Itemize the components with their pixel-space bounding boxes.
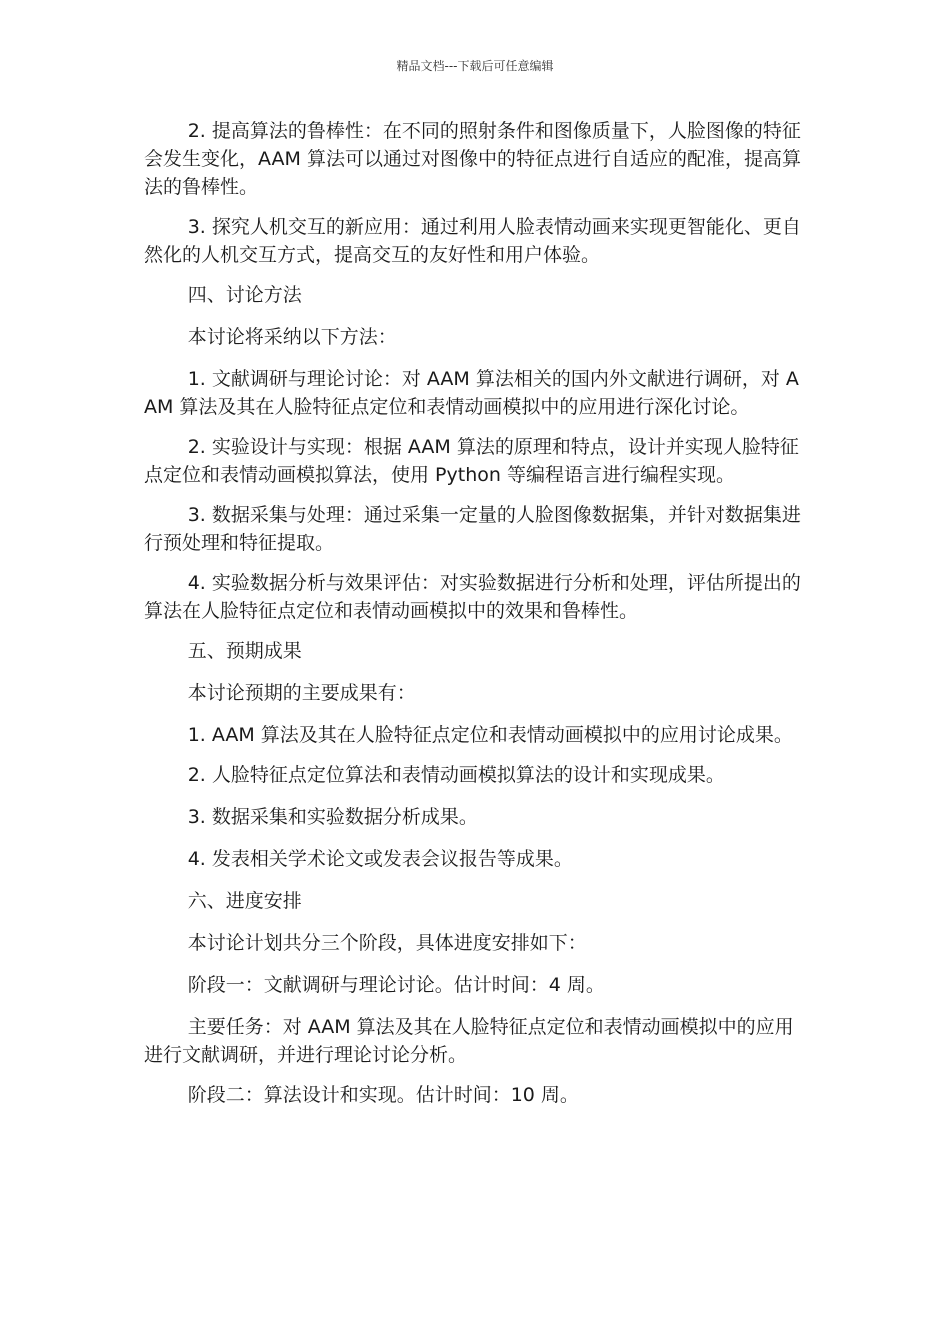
paragraph-method-2: 2. 实验设计与实现：根据 AAM 算法的原理和特点，设计并实现人脸特征点定位和表情动画模拟算法，使用 Python 等编程语言进行编程实现。 xyxy=(144,436,799,486)
paragraph-methods-intro: 本讨论将采纳以下方法： xyxy=(187,326,397,348)
paragraph-stage-1: 阶段一：文献调研与理论讨论。估计时间：4 周。 xyxy=(187,974,605,996)
paragraph-hci: 3. 探究人机交互的新应用：通过利用人脸表情动画来实现更智能化、更自然化的人机交互方式，提高交互的友好性和用户体验。 xyxy=(144,216,801,266)
paragraph-schedule-intro: 本讨论计划共分三个阶段，具体进度安排如下： xyxy=(187,932,587,954)
paragraph-outcome-3: 3. 数据采集和实验数据分析成果。 xyxy=(187,806,478,828)
paragraph-method-1: 1. 文献调研与理论讨论：对 AAM 算法相关的国内外文献进行调研，对 AAM 算法及其在人脸特征点定位和表情动画模拟中的应用进行深化讨论。 xyxy=(144,368,799,418)
section-heading-methods: 四、讨论方法 xyxy=(187,284,302,306)
paragraph-outcome-1: 1. AAM 算法及其在人脸特征点定位和表情动画模拟中的应用讨论成果。 xyxy=(187,724,793,746)
paragraph-robustness: 2. 提高算法的鲁棒性：在不同的照射条件和图像质量下，人脸图像的特征会发生变化，AAM 算法可以通过对图像中的特征点进行自适应的配准，提高算法的鲁棒性。 xyxy=(144,120,801,198)
paragraph-method-3: 3. 数据采集与处理：通过采集一定量的人脸图像数据集，并针对数据集进行预处理和特征提取。 xyxy=(144,504,801,554)
paragraph-stage-1-tasks: 主要任务：对 AAM 算法及其在人脸特征点定位和表情动画模拟中的应用进行文献调研，并进行理论讨论分析。 xyxy=(144,1016,794,1066)
paragraph-outcomes-intro: 本讨论预期的主要成果有： xyxy=(187,682,416,704)
section-heading-outcomes: 五、预期成果 xyxy=(187,640,302,662)
document-body xyxy=(144,117,808,1123)
paragraph-outcome-4: 4. 发表相关学术论文或发表会议报告等成果。 xyxy=(187,848,573,870)
paragraph-method-4: 4. 实验数据分析与效果评估：对实验数据进行分析和处理，评估所提出的算法在人脸特征点定位和表情动画模拟中的效果和鲁棒性。 xyxy=(144,572,801,622)
page-header: 精品文档---下载后可任意编辑 xyxy=(396,59,554,73)
paragraph-outcome-2: 2. 人脸特征点定位算法和表情动画模拟算法的设计和实现成果。 xyxy=(187,764,725,786)
section-heading-schedule: 六、进度安排 xyxy=(187,890,302,912)
paragraph-stage-2: 阶段二：算法设计和实现。估计时间：10 周。 xyxy=(187,1084,579,1106)
